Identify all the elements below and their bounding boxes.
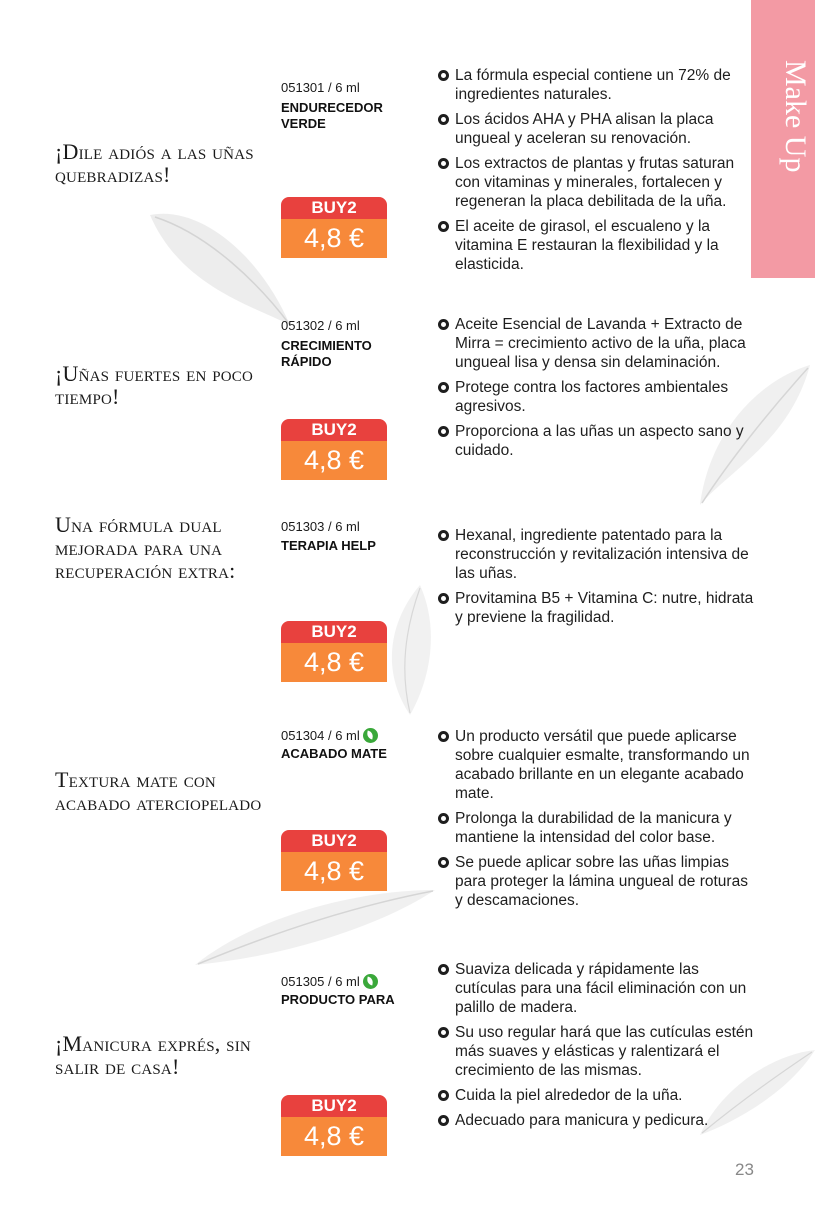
product-headline: ¡Manicura exprés, sin salir de casa! [55,1031,251,1079]
product-name: CRECIMIENTO RÁPIDO [281,338,372,369]
feather-illustration [140,195,300,335]
price-badge [281,197,387,258]
bullet-icon [438,1115,449,1126]
price-badge [281,621,387,682]
feature-item: Su uso regular hará que las cutículas estén más suaves y elásticas y ralentizará el crecimiento de las mismas. [438,1023,758,1080]
feature-item: Proporciona a las uñas un aspecto sano y cuidado. [438,422,758,460]
feature-item: Los extractos de plantas y frutas saturan con vitaminas y minerales, fortalecen y regeneran la placa debilitada de la uña. [438,154,758,211]
product-headline: ¡Dile adiós a las uñas quebradizas! [55,139,254,187]
feature-list [438,526,758,633]
product-code: 051305 / 6 ml [281,974,378,989]
product-code: 051304 / 6 ml [281,728,378,743]
product-name: ACABADO MATE [281,746,387,761]
eco-leaf-icon [363,728,378,743]
buy2-label: BUY2 [281,830,387,852]
feature-list [438,315,758,466]
buy2-label: BUY2 [281,621,387,643]
buy2-label: BUY2 [281,197,387,219]
bullet-icon [438,319,449,330]
price: 4,8 € [281,643,387,682]
price-badge [281,1095,387,1156]
bullet-icon [438,593,449,604]
bullet-icon [438,530,449,541]
feature-item: Prolonga la durabilidad de la manicura y mantiene la intensidad del color base. [438,809,758,847]
feature-item: Protege contra los factores ambientales agresivos. [438,378,758,416]
product-name: PRODUCTO PARA [281,992,395,1007]
feature-item: Suaviza delicada y rápidamente las cutículas para una fácil eliminación con un palillo de madera. [438,960,758,1017]
feature-item: Aceite Esencial de Lavanda + Extracto de Mirra = crecimiento activo de la uña, placa ungueal lisa y densa sin delaminación. [438,315,758,372]
feature-item: Los ácidos AHA y PHA alisan la placa ungueal y aceleran su renovación. [438,110,758,148]
bullet-icon [438,1027,449,1038]
feature-item: Se puede aplicar sobre las uñas limpias para proteger la lámina ungueal de roturas y descamaciones. [438,853,758,910]
bullet-icon [438,382,449,393]
price-badge [281,419,387,480]
feature-list [438,960,758,1136]
product-code: 051302 / 6 ml [281,318,360,333]
product-headline: ¡Uñas fuertes en poco tiempo! [55,361,254,409]
make-up-tab [751,0,815,278]
feature-item: Cuida la piel alrededor de la uña. [438,1086,758,1105]
buy2-label: BUY2 [281,419,387,441]
bullet-icon [438,114,449,125]
product-code: 051303 / 6 ml [281,519,360,534]
feature-item: Un producto versátil que puede aplicarse sobre cualquier esmalte, transformando un acabado brillante en un elegante acabado mate. [438,727,758,803]
feature-item: La fórmula especial contiene un 72% de ingredientes naturales. [438,66,758,104]
bullet-icon [438,221,449,232]
product-name: TERAPIA HELP [281,538,376,553]
feature-list [438,66,758,280]
price: 4,8 € [281,219,387,258]
bullet-icon [438,731,449,742]
product-name: ENDURECEDOR VERDE [281,100,383,131]
page-number: 23 [735,1160,754,1179]
feature-list [438,727,758,916]
bullet-icon [438,1090,449,1101]
bullet-icon [438,426,449,437]
bullet-icon [438,813,449,824]
bullet-icon [438,857,449,868]
price: 4,8 € [281,852,387,891]
price: 4,8 € [281,1117,387,1156]
feature-item: Provitamina B5 + Vitamina C: nutre, hidrata y previene la fragilidad. [438,589,758,627]
feature-item: Hexanal, ingrediente patentado para la reconstrucción y revitalización intensiva de las uñas. [438,526,758,583]
feature-item: El aceite de girasol, el escualeno y la vitamina E restauran la flexibilidad y la elasticida. [438,217,758,274]
price-badge [281,830,387,891]
bullet-icon [438,70,449,81]
product-headline: Una fórmula dual mejorada para una recuperación extra: [55,512,236,583]
eco-leaf-icon [363,974,378,989]
price: 4,8 € [281,441,387,480]
product-headline: Textura mate con acabado aterciopelado [55,767,262,815]
feature-item: Adecuado para manicura y pedicura. [438,1111,758,1130]
bullet-icon [438,158,449,169]
product-code: 051301 / 6 ml [281,80,360,95]
buy2-label: BUY2 [281,1095,387,1117]
feather-illustration [190,880,440,970]
make-up-tab-label: Make Up [779,60,812,173]
bullet-icon [438,964,449,975]
